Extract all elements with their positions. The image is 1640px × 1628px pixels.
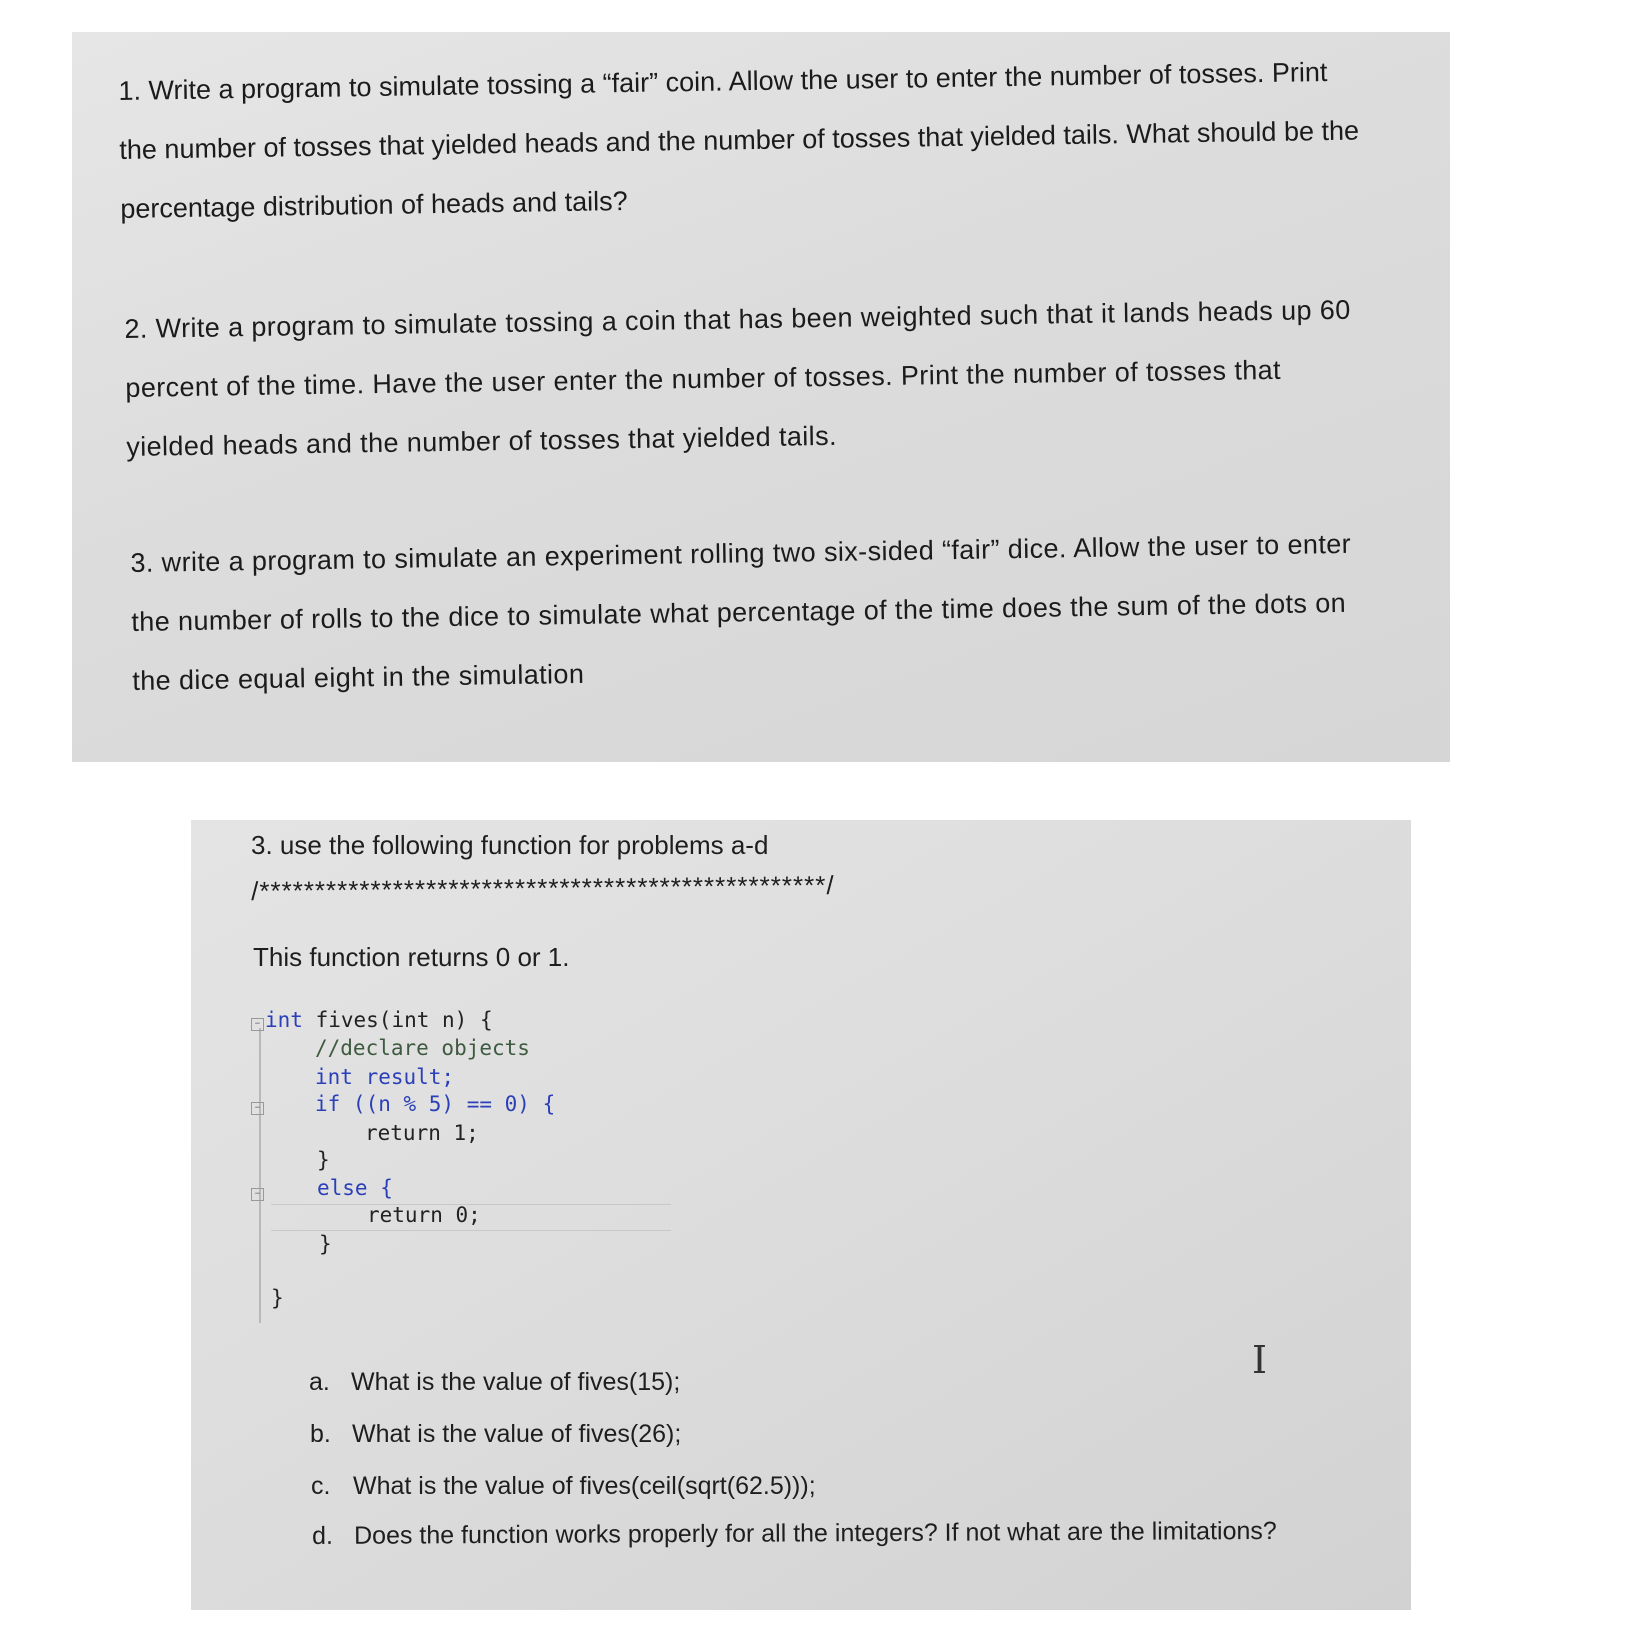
question-b: b. What is the value of fives(26);: [310, 1420, 682, 1448]
code-return-0: return 0;: [367, 1203, 481, 1227]
code-signature: int fives(int n) {: [265, 1008, 493, 1032]
question-c: c. What is the value of fives(ceil(sqrt(62.5)));: [311, 1472, 816, 1500]
current-line-border: [271, 1230, 671, 1231]
code-return-1: return 1;: [365, 1121, 479, 1145]
code-comment: //declare objects: [315, 1036, 530, 1060]
fold-toggle-icon: −: [251, 1188, 264, 1201]
code-declaration: int result;: [315, 1065, 455, 1089]
code-brace: }: [317, 1148, 330, 1172]
code-if: if ((n % 5) == 0) {: [315, 1092, 556, 1116]
function-description: This function returns 0 or 1.: [253, 942, 570, 972]
code-else: else {: [317, 1176, 393, 1200]
text-cursor-icon: I: [1252, 1338, 1268, 1382]
question-a: a. What is the value of fives(15);: [309, 1368, 681, 1396]
section-heading: 3. use the following function for problems a-d: [251, 830, 769, 860]
code-block: [251, 1008, 691, 1308]
fold-toggle-icon: −: [251, 1102, 264, 1115]
comment-border: /***************************************************/: [251, 869, 835, 906]
problem-1-text: 1. Write a program to simulate tossing a “fair” coin. Allow the user to enter the number of tosses. Print the number of tosses that yielded heads and the number of tosses that yielded tails. What should be the percentage distribution of heads and tails?: [118, 57, 1360, 224]
problem-3-text: 3. write a program to simulate an experiment rolling two six-sided “fair” dice. Allow the user to enter the number of rolls to the dice to simulate what percentage of the time does the sum of the dots on the dice equal eight in the simulation: [130, 528, 1352, 696]
fold-toggle-icon: −: [251, 1018, 264, 1031]
problem-2-text: 2. Write a program to simulate tossing a coin that has been weighted such that it lands heads up 60 percent of the time. Have the user enter the number of tosses. Print the number of tosses that yielded heads and the number of tosses that yielded tails.: [124, 294, 1351, 462]
code-brace: }: [271, 1286, 284, 1310]
problem-photo-top: [72, 32, 1450, 762]
code-gutter: [259, 1028, 261, 1323]
question-d: d. Does the function works properly for all the integers? If not what are the limitations?: [312, 1516, 1277, 1550]
function-photo-bottom: [191, 820, 1411, 1610]
code-brace: }: [319, 1232, 332, 1256]
